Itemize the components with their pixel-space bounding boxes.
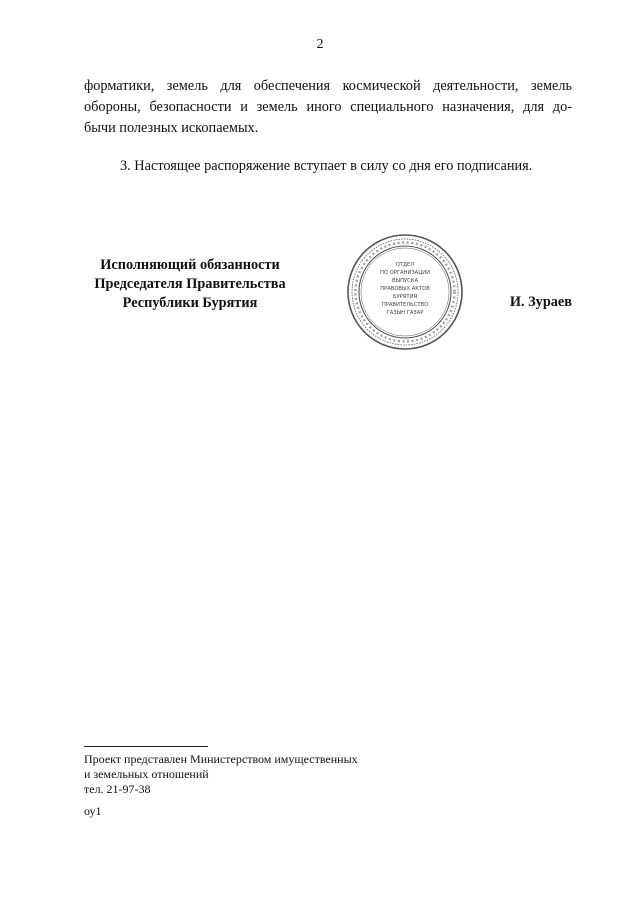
signature-title-line: Республики Бурятия [122,295,258,311]
seal-line: ГАЗЫН ГАЗАР [386,310,424,316]
seal-line: БУРЯТИЯ [392,294,418,300]
page-number: 2 [316,37,324,52]
signature-title-line: Исполняющий обязанности [100,257,280,273]
footnote-line: тел. 21-97-38 [84,782,151,796]
seal-line: ОТДЕЛ [395,262,415,268]
signature-title-line: Председателя Правительства [94,276,286,292]
paragraph-3: 3. Настоящее распоряжение вступает в силу со дня его подписания. [120,158,533,174]
seal-line: ВЫПУСКА [391,278,419,284]
footnote-line: Проект представлен Министерством имущественных [84,752,358,766]
seal-line: ПРАВИТЕЛЬСТВО [381,302,429,308]
paragraph-continued [84,76,572,139]
footnote [84,752,444,797]
official-seal-icon [346,233,464,351]
paragraph-line: бычи полезных ископаемых. [84,120,259,136]
footnote-line: и земельных отношений [84,767,209,781]
document-code: оу1 [84,804,102,818]
signer-name: И. Зураев [509,294,572,310]
paragraph-line: форматики, земель для обеспечения космической деятельности, земель [84,78,572,94]
footnote-divider [84,746,208,747]
signature-title [80,256,300,313]
seal-line: ПО ОРГАНИЗАЦИИ [379,270,431,276]
seal-line: ПРАВОВЫХ АКТОВ [380,286,430,292]
paragraph-line: обороны, безопасности и земель иного специального назначения, для до- [84,99,572,115]
